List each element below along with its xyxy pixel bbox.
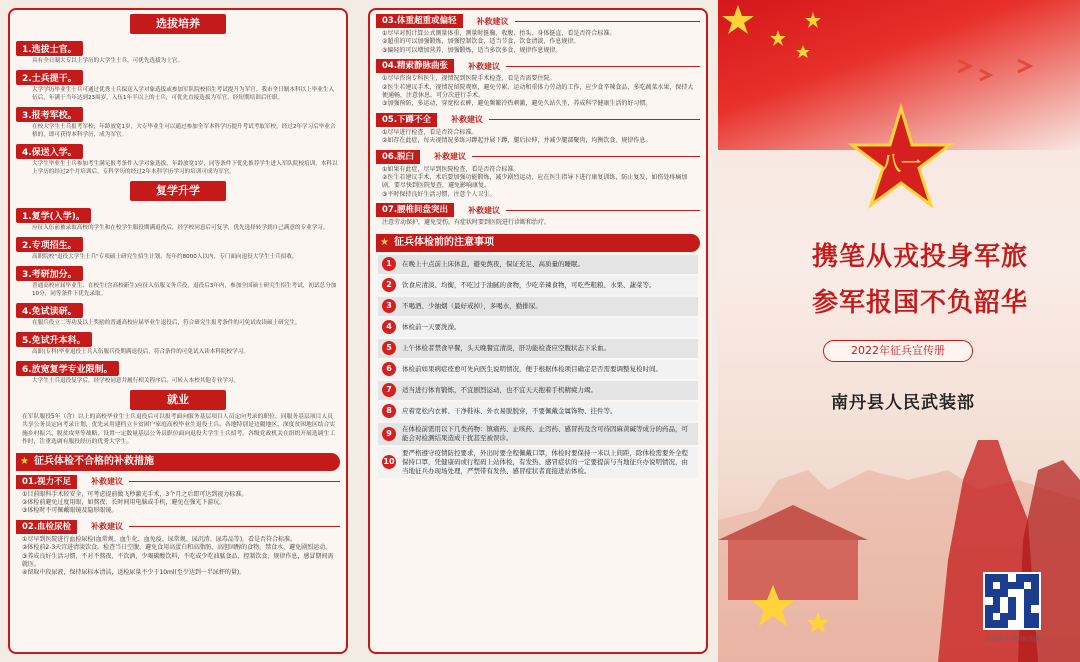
note-item [378, 318, 698, 337]
dove-icon [958, 60, 1030, 80]
item-title: 5.免试升本科。 [16, 332, 92, 347]
note-text: 应着宽松内衣裤、干净鞋袜、外衣易脱脱穿，不要佩戴金属饰物、挂件等。 [402, 406, 617, 415]
note-number: 3 [382, 299, 396, 313]
item-title: 1.选拔士官。 [16, 41, 83, 56]
item-text: 大学生士兵退役复学后，经学校同意并履行相关程序后，可转入本校其他专业学习。 [32, 378, 239, 384]
note-item [378, 360, 698, 379]
item-text: 具有全日制大专以上学历的大学生士兵，可优先选拔为士官。 [32, 58, 184, 64]
item-title: 6.放宽复学专业限制。 [16, 361, 119, 376]
note-text: 要严格遵守疫情防控要求，外出时要全程佩戴口罩，体检时要保持一米以上间距，除体检需要外全程保持口罩，凭健康码或行程码上站体检，有发热、感冒症状的一定要提前与当地征兵办说明情况，由当地征兵办现场处理，严禁带有发热、感冒症状者直接进站体检。 [402, 448, 688, 475]
note-number: 5 [382, 341, 396, 355]
section-text: 注意劳动保护，避免受伤，有症状时要到医院进行诊断和治疗。 [382, 219, 551, 227]
note-number: 7 [382, 383, 396, 397]
department-name: 南丹县人民武装部 [831, 393, 975, 413]
left-panel [8, 8, 348, 654]
note-item [378, 447, 698, 478]
remedy-section-bar [376, 203, 700, 217]
section-sub: 补救建议 [434, 152, 467, 162]
divider [129, 481, 340, 482]
star-icon [796, 45, 810, 58]
section-text: ①尽早对照计算公式测量体重，测量时挺胸、收腹、抬头、身体挺直，看是否符合标准。 ②超重的可以加强锻炼，加强控制饮食，适当节食，饮食清淡，作息规律。 ③偏轻的可以增加营养，加强锻炼，适当多饮多食，规律作息规律。 [382, 30, 616, 54]
item-text: 在服兵役立二等功及以上奖励的普通高校应届毕业生退役后，符合研究生报考条件的可免试攻读硕士研究生。 [32, 320, 301, 326]
section-label: 03.体重超重或偏轻 [376, 14, 463, 28]
section-label: 04.精索静脉曲张 [376, 59, 454, 73]
note-text: 适当进行体育锻炼，不宜剧烈运动，也不宜天天抱着手机精疲力竭。 [402, 385, 597, 394]
brochure-year-label: 2022年征兵宣传册 [823, 340, 973, 362]
remedy-section-bar [376, 113, 700, 127]
divider [506, 210, 700, 211]
item-text: 高职(专科)毕业退役士兵入伍服兵役期满退役后，符合条件的可免试入读本科院校学习。 [32, 349, 249, 355]
tiananmen-icon [728, 540, 858, 600]
item-title: 3.考研加分。 [16, 266, 83, 281]
note-text: 不喝酒、少抽烟（最好戒掉），多喝水，勤排尿。 [402, 301, 542, 310]
blood-text: ①尽早到医院进行血检尿检(血常规、血生化、血免疫、尿常规、尿沉渣、尿毒品等)，看是否符合标准。 ②体检前2-3天宜进清淡饮食。检查当日空腹，避免食用高蛋白和高脂肪、高胆固醇的食物，禁食水，避免剧烈运动。 ③养成良好生活习惯，不对不熬夜、不饮酒、少喝碳酸饮料，不吃或少吃油腻食品，控制饮食、规律作息，感冒期间需就医。 ④留取中段尿液，保持尿标本清洁，送检尿量不少于10ml(至少达到一半尿杯的量)。 [22, 535, 334, 577]
note-item [378, 255, 698, 274]
vision-text: ①目前眼科手术较安全，可考虑提前做飞秒激光手术，3个月之后即可达到视力标准。 ②体检前避免过度用眼，如熬夜、长时间用电脑或手机，避免在强光下游玩。 ③体检时不可佩戴眼镜及隐形眼镜。 [22, 490, 248, 515]
note-number: 6 [382, 362, 396, 376]
star-icon [805, 12, 821, 28]
note-number: 10 [382, 455, 396, 469]
note-number: 8 [382, 404, 396, 418]
note-item [378, 381, 698, 400]
remedy-section-bar [376, 14, 700, 28]
note-number: 1 [382, 257, 396, 271]
divider [489, 119, 700, 120]
note-item [378, 297, 698, 316]
star-icon [770, 30, 786, 46]
divider [472, 156, 700, 157]
item-title: 4.保送入学。 [16, 144, 83, 159]
item-title: 2.士兵提干。 [16, 70, 83, 85]
note-text: 饮食应清淡、均衡，不吃过于油腻的食物，少吃辛辣食物，可吃些粗粮、水果、蔬菜等。 [402, 280, 656, 289]
headline-2: 参军报国不负韶华 [811, 288, 1028, 318]
section-label: 05.下蹲不全 [376, 113, 437, 127]
section-sub: 补救建议 [468, 61, 501, 71]
training-list [10, 37, 346, 177]
blood-bar: 02.血检尿检 补救建议 [16, 520, 340, 534]
star-icon: ★ [380, 236, 389, 248]
section-sub: 补救建议 [476, 16, 509, 26]
note-number: 9 [382, 427, 396, 441]
item-text: 应征入伍前被录取高校的学生和在校学生服役期满退役后，经学校同意后可复学，优先选择转学到自己满意的专业学习。 [32, 225, 329, 231]
section-header-training: 选拔培养 [130, 14, 226, 34]
section-sub: 补救建议 [468, 205, 501, 215]
section-sub: 补救建议 [451, 115, 484, 125]
item-text: 高职院校"退役大学生士兵"专项硕士研究生招生计划，每年约8000人以内，专门面向退役大学生士兵招收。 [32, 254, 298, 260]
item-text: 普通高校应届毕业生、在校生(含高校新生)应征入伍服义务兵役，退役后3年内，参加全国硕士研究生招生考试，初试总分加10分，同等条件下优先录取。 [32, 283, 337, 297]
item-text: 大学生毕业生士兵参加考生满足报考条件入学对象选拔，年龄放宽1岁，同等条件下优先推荐学生进入军队院校培训，本科以上学历的经过2个月培训后，专科学历的经过2年本科学历学习的培训可成为军官。 [32, 161, 338, 175]
cover-panel [718, 0, 1080, 662]
notes-list [370, 255, 706, 478]
note-item [378, 276, 698, 295]
note-item [378, 423, 698, 445]
note-text: 在晚上十点前上床休息，避免熬夜，保证充足、高质量的睡眠。 [402, 259, 584, 268]
note-text: 体检前一天要洗澡。 [402, 322, 461, 331]
item-title: 3.报考军校。 [16, 107, 83, 122]
note-item [378, 402, 698, 421]
item-title: 4.免试读研。 [16, 303, 83, 318]
item-title: 1.复学(入学)。 [16, 208, 91, 223]
middle-panel [368, 8, 708, 654]
note-number: 2 [382, 278, 396, 292]
star-icon: ★ [20, 455, 29, 467]
section-text: ①如果有此症，尽早到医院检查，看是否符合标准。 ②医生若建议手术，术后要加强功能锻炼，减少剧烈运动，应在医生指导下进行康复训练，防止复发，如伤处疼痛加剧，要尽快到医院复查，避免影响康复。 ③平时保持良好生活习惯，注意个人卫生。 [382, 165, 688, 198]
qr-code-icon[interactable] [983, 572, 1041, 630]
divider [506, 66, 700, 67]
remedy-title: ★ 征兵体检不合格的补救措施 [16, 453, 340, 471]
study-list [10, 204, 346, 386]
note-text: 体检前如果病症痊愈可先向医生说明情况，便于根据体检项目确定是否需要调整复检时间。 [402, 364, 662, 373]
item-text: 大学学历毕业生士兵可通过优秀士兵保送入学对象选拔或参加军队院校招生考试提升为军官。我市全日制本科以上毕业生入伍后，年满于当年达到23周岁，入伍1年半以上的士兵，可优先直接选拔为军官，经短期培训后任职。 [32, 87, 335, 101]
remedy-section-bar [376, 59, 700, 73]
notes-title: ★ 征兵体检前的注意事项 [376, 234, 700, 252]
remedy-section-bar [376, 150, 700, 164]
cover-decoration [718, 0, 1080, 662]
divider [129, 526, 340, 527]
jobs-text: 在军队服役5年（含）以上的高校毕业生士兵退役后可以报考面向服务基层项目人员定向考录的职位，同服务基层项目人员共享公务员定向考录计划，优先录用建档立卡贫困户家庭高校毕业生退役士兵。各地特别是边疆地区、深度贫困地区结合实施乡村振兴、脱贫攻坚等战略，设置一定数量基层公务员职位面向退役大学生士兵招考。各级党政机关在组织开展选调生工作时，注重选调有服役经历的优秀大学生。 [22, 414, 336, 446]
item-text: 在校大学生士兵报考军校，年龄放宽1岁，大专毕业生可以通过参加全军本科学历提升考试考取军校，经过2年学习后毕业合格的，即可获得本科学历，成为军官。 [32, 124, 336, 138]
section-label: 07.腰椎间盘突出 [376, 203, 454, 217]
note-text: 上午体检者禁食早餐，头天晚餐宜清淡，肝功能检查应空腹状态下采血。 [402, 343, 610, 352]
vision-bar: 01.视力不足 补救建议 [16, 475, 340, 489]
item-title: 2.专项招生。 [16, 237, 83, 252]
section-text: ①尽早咨询专科医生，视情况到医院手术检查，看是否需要住院。 ②医生若建议手术，视情况留院观察，避免劳累、运动和重体力劳动的工作，应少食辛辣食品，多吃蔬菜水果，保持大便通畅，注意休息，可分次进行手术。 ③加强预防，多运动，穿宽松衣裤，避免频繁冷热刺激，避免久站久坐，养成科学健康生活的好习惯。 [382, 75, 694, 108]
section-header-study: 复学升学 [130, 181, 226, 201]
note-text: 在体检前需用以下几类药物：镇痛药、止咳药、止泻药、感冒药及含可待因麻黄碱等成分的药品，可能会对检测结果造成干扰甚至被误诊。 [402, 424, 688, 442]
emblem-text: 八一 [881, 151, 921, 175]
headline-1: 携笔从戎投身军旅 [811, 242, 1028, 272]
note-number: 4 [382, 320, 396, 334]
section-header-jobs: 就业 [130, 390, 226, 410]
note-item [378, 339, 698, 358]
remedy-sections [370, 14, 706, 228]
divider [515, 21, 700, 22]
qr-caption: 扫码进入全国征兵网 [985, 636, 1040, 643]
section-label: 06.脱臼 [376, 150, 420, 164]
star-icon [722, 5, 754, 34]
section-text: ①尽早进行检查，看是否符合标准。 ②如存在此症，每天视情况多练习蹲起并展下蹲，腿后拉伸，并减少腿部聚肉，均衡饮食、规律作息。 [382, 128, 652, 145]
